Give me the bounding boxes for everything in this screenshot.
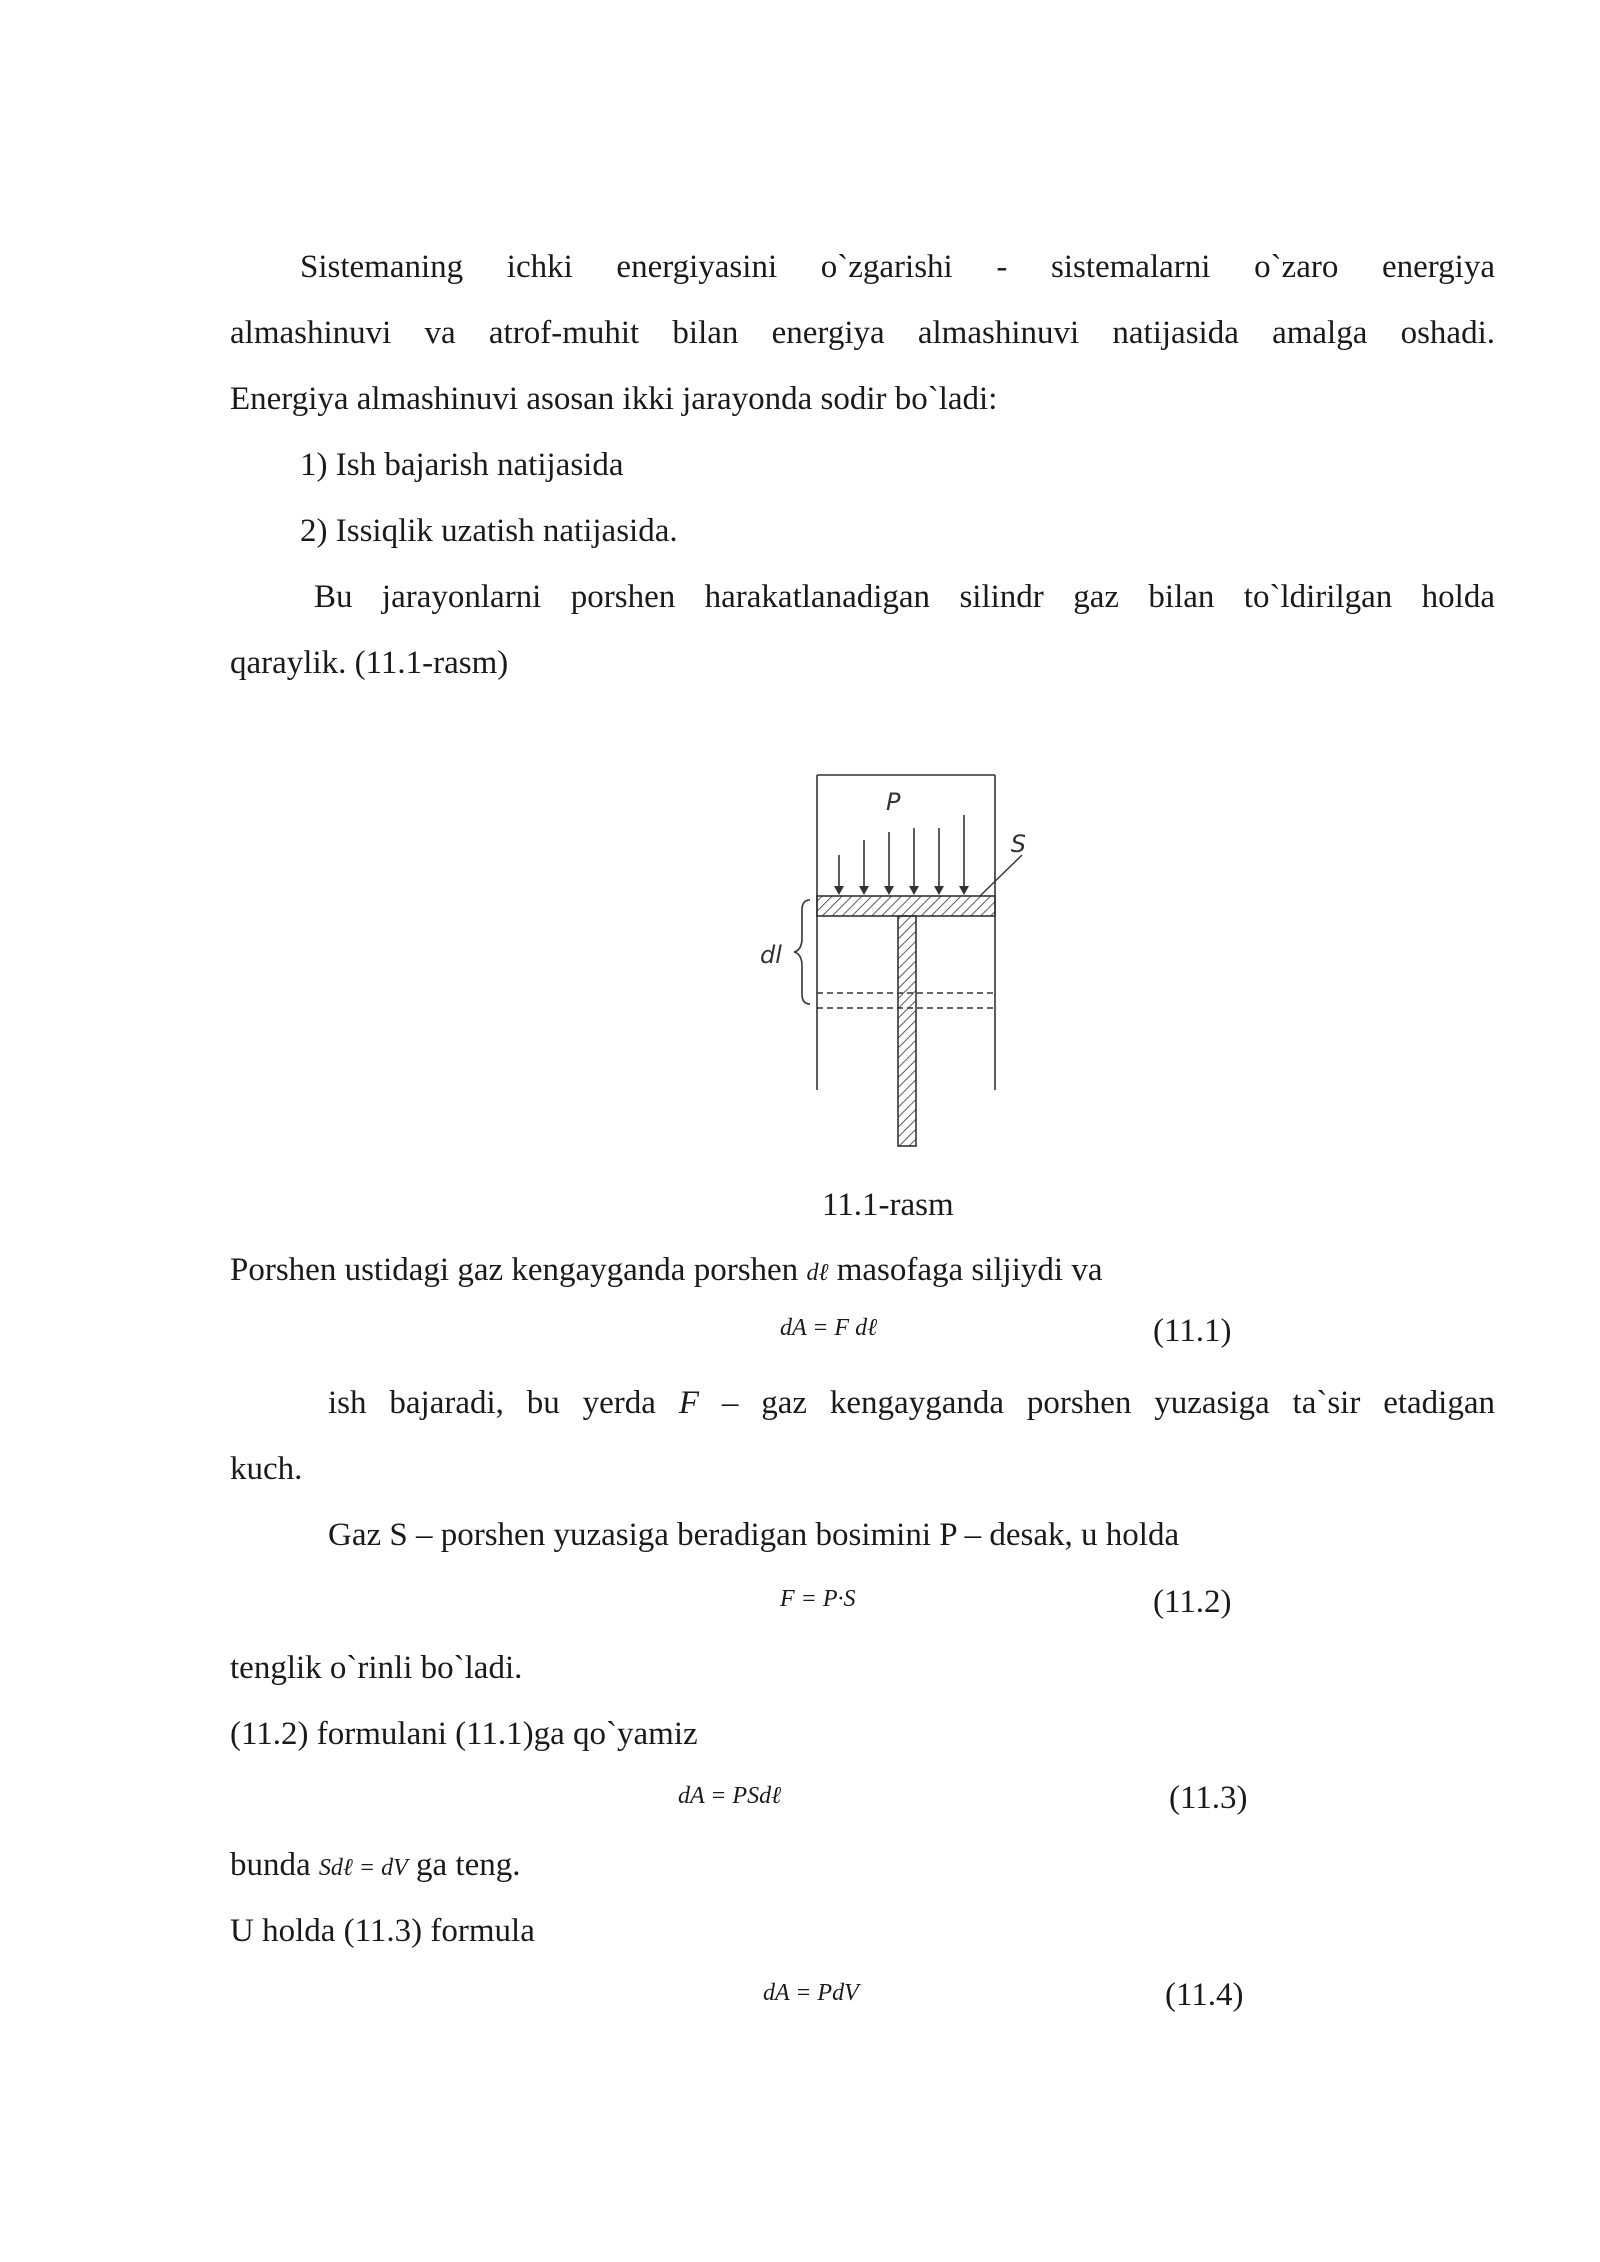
paragraph-6: tenglik o`rinli bo`ladi. [230, 1650, 523, 1686]
pressure-arrowheads [834, 886, 969, 895]
label-area: S [1010, 830, 1026, 858]
paragraph-4-text-after: – gaz kengayganda porshen yuzasiga ta`sir etadigan [721, 1385, 1495, 1421]
volume-identity-formula: Sdℓ = dV [318, 1855, 408, 1881]
list-item-1: 1) Ish bajarish natijasida [300, 447, 624, 483]
displacement-brace [794, 900, 810, 1004]
paragraph-7: (11.2) formulani (11.1)ga qo`yamiz [230, 1716, 698, 1752]
equation-11-1-number: (11.1) [1153, 1313, 1232, 1349]
equation-11-3-formula: dA = PSdℓ [678, 1783, 782, 1809]
piston-rod [898, 916, 916, 1146]
equation-11-1-formula: dA = F dℓ [780, 1315, 878, 1341]
paragraph-3 [230, 1250, 1102, 1293]
label-pressure: P [886, 788, 901, 816]
paragraph-3-text-after: masofaga siljiydi va [836, 1252, 1103, 1288]
paragraph-5: Gaz S – porshen yuzasiga beradigan bosimini P – desak, u holda [328, 1517, 1180, 1553]
paragraph-1-line-2: almashinuvi va atrof-muhit bilan energiya almashinuvi natijasida amalga oshadi. [230, 315, 1495, 351]
paragraph-4-line-1 [328, 1383, 1495, 1423]
piston-cylinder-figure [740, 760, 1026, 1160]
paragraph-3-text-before: Porshen ustidagi gaz kengayganda porshen [230, 1252, 799, 1288]
label-displacement: dl [760, 941, 782, 969]
paragraph-2-line-2: qaraylik. (11.1-rasm) [230, 645, 509, 681]
equation-11-4-number: (11.4) [1165, 1977, 1244, 2013]
force-symbol: F [678, 1385, 699, 1421]
paragraph-4-line-2: kuch. [230, 1451, 303, 1487]
paragraph-1-line-3: Energiya almashinuvi asosan ikki jarayonda sodir bo`ladi: [230, 381, 998, 417]
paragraph-1-line-1: Sistemaning ichki energiyasini o`zgarishi - sistemalarni o`zaro energiya [300, 249, 1495, 285]
paragraph-2-line-1: Bu jarayonlarni porshen harakatlanadigan silindr gaz bilan to`ldirilgan holda [314, 579, 1495, 615]
paragraph-8-text-after: ga teng. [416, 1847, 521, 1883]
paragraph-8-text-before: bunda [230, 1847, 311, 1883]
equation-11-3-number: (11.3) [1169, 1780, 1248, 1816]
paragraph-8 [230, 1845, 520, 1888]
area-leader-line [980, 855, 1022, 896]
equation-11-4-formula: dA = PdV [763, 1980, 859, 2006]
equation-11-2-number: (11.2) [1153, 1584, 1232, 1620]
paragraph-4-text-before: ish bajaradi, bu yerda [328, 1385, 656, 1421]
list-item-2: 2) Issiqlik uzatish natijasida. [300, 513, 678, 549]
paragraph-9: U holda (11.3) formula [230, 1913, 535, 1949]
displacement-symbol: dℓ [806, 1260, 829, 1286]
equation-11-2-formula: F = P·S [780, 1586, 856, 1612]
pressure-arrows [839, 815, 964, 890]
figure-caption: 11.1-rasm [822, 1187, 954, 1223]
piston-head [817, 896, 995, 916]
